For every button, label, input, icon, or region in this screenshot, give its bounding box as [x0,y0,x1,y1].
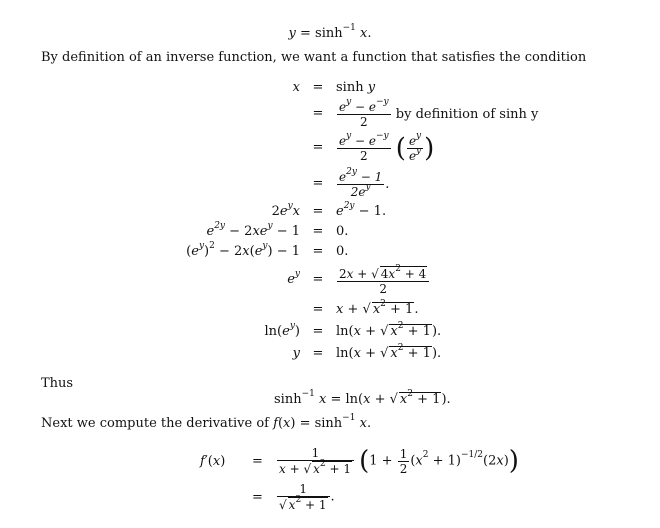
derivative-equals-1: = [252,454,263,469]
derivative-rhs-1: $\frac{1}{x + √ x^2 + 1}$ (1 + $\frac{1}{2}$ $(x^2 + 1)^{-1/2}(2x)$) [279,446,519,476]
derivative-equals-2: = [252,490,263,505]
row2-rhs: $\frac{e^y - e^{-y}}{2}$ by definition of sinh y [339,97,539,129]
row7-rhs: 0. [336,244,349,259]
row8-equals: = [312,272,324,287]
row4-rhs: $\frac{e^{2y} - 1}{2e^y}$ . [339,167,390,199]
derivation-row-11 [0,340,660,368]
row1-lhs: x [292,80,300,95]
row11-lhs: y [292,346,300,361]
row6-equals: = [312,224,324,239]
derivation-row-3 [0,131,660,164]
row2-equals: = [312,106,324,121]
row9-equals: = [312,302,324,317]
derivative-row-2 [0,482,660,516]
derivative-lhs: f′(x) [200,454,226,469]
row8-lhs: $e^y$ [287,268,300,287]
row8-rhs: $\frac{2x + √ 4x^2 + 4}{2}$ [336,266,430,296]
row1-equals: = [312,80,324,95]
paragraph-derivative: Next we compute the derivative of $f(x) = \sinh^{-1} x$. [41,412,372,431]
derivation-row-4 [0,167,660,199]
derivative-rhs-2: $\frac{1}{√ x^2 + 1}$ . [279,482,335,512]
row6-lhs: $e^{2y} - 2xe^y - 1$ [206,220,300,239]
row5-lhs: $2e^yx$ [271,200,300,219]
row5-equals: = [312,204,324,219]
derivation-row-8 [0,266,660,294]
row2-note: by definition of sinh y [395,107,539,122]
row11-rhs: ln(x + √ $x^2 + 1$). [336,342,442,361]
row7-lhs: $(e^y)^2 - 2x(e^y) - 1$ [186,240,300,259]
row11-equals: = [312,346,324,361]
row1-rhs: sinh y [336,80,376,95]
row3-equals: = [312,140,324,155]
row4-equals: = [312,176,324,191]
result-equation: $\sinh^{-1} x = \ln(x$ + √ $x^2 + 1$). [274,388,451,407]
row5-rhs: $e^{2y} - 1$. [336,200,387,219]
derivation-row-7 [0,238,660,266]
row10-rhs: ln(x + √ $x^2 + 1$). [336,320,442,339]
paragraph-definition: By definition of an inverse function, we want a function that satisfies the condition [41,50,587,65]
row10-equals: = [312,324,324,339]
row6-rhs: 0. [336,224,349,239]
derivation-row-1 [0,74,660,102]
paragraph-thus: Thus [41,376,74,391]
derivative-row-1 [0,446,660,478]
row9-rhs: x + √ $x^2 + 1$. [336,298,419,317]
derivation-row-2 [0,97,660,129]
row3-rhs: $\frac{e^y - e^{-y}}{2}$ ( $\frac{e^y}{e^y}$ ) [339,131,435,164]
row10-lhs: $\ln(e^y)$ [264,320,300,339]
title-equation: $y = \sinh^{-1} x$. [288,22,372,41]
row7-equals: = [312,244,324,259]
